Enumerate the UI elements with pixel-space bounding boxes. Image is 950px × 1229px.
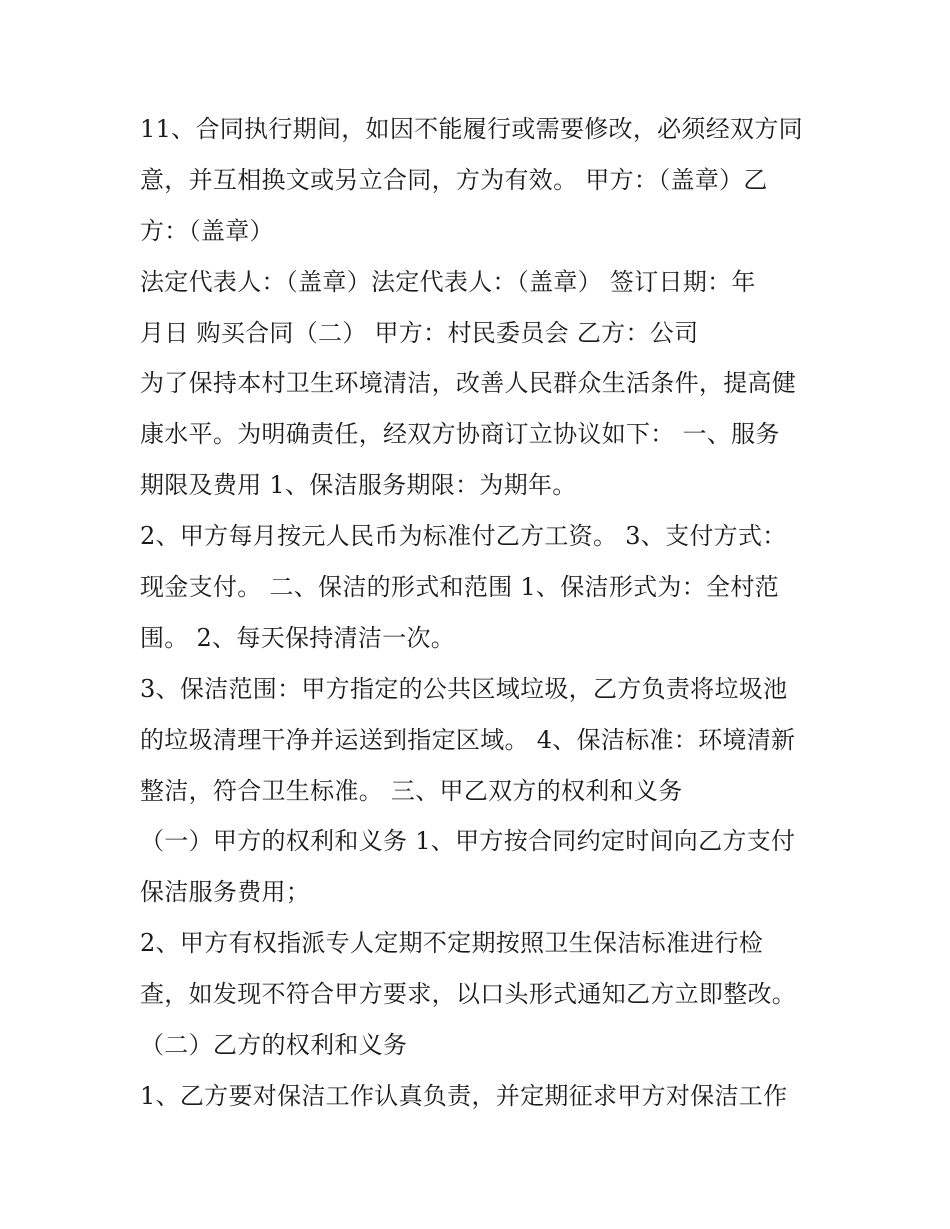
- text-line: （一）甲方的权利和义务 1、甲方按合同约定时间向乙方支付: [140, 827, 796, 856]
- contract-text: [140, 104, 840, 1122]
- text-line: 3、保洁范围：甲方指定的公共区域垃圾，乙方负责将垃圾池: [140, 674, 788, 703]
- text-line: 法定代表人：（盖章）法定代表人：（盖章） 签订日期：年: [140, 267, 756, 296]
- text-line: 1、乙方要对保洁工作认真负责，并定期征求甲方对保洁工作: [140, 1081, 788, 1110]
- text-line: 期限及费用 1、保洁服务期限：为期年。: [140, 471, 577, 500]
- text-line: 意，并互相换文或另立合同，方为有效。 甲方：（盖章）乙: [140, 165, 768, 194]
- text-line: 为了保持本村卫生环境清洁，改善人民群众生活条件，提高健: [140, 369, 797, 398]
- text-line: 方：（盖章）: [140, 216, 274, 245]
- text-line: 月日 购买合同（二） 甲方：村民委员会 乙方：公司: [140, 318, 699, 347]
- text-line: 的垃圾清理干净并运送到指定区域。 4、保洁标准：环境清新: [140, 725, 796, 754]
- text-line: 康水平。为明确责任，经双方协商订立协议如下： 一、服务: [140, 420, 780, 449]
- text-line: 现金支付。 二、保洁的形式和范围 1、保洁形式为：全村范: [140, 573, 779, 602]
- text-line: 整洁，符合卫生标准。 三、甲乙双方的权利和义务: [140, 776, 683, 805]
- text-line: 11、合同执行期间，如因不能履行或需要修改，必须经双方同: [140, 115, 803, 143]
- text-line: 保洁服务费用；: [140, 878, 311, 907]
- text-line: 查，如发现不符合甲方要求，以口头形式通知乙方立即整改。: [140, 980, 797, 1009]
- text-line: （二）乙方的权利和义务: [140, 1031, 408, 1060]
- text-line: 围。 2、每天保持清洁一次。: [140, 623, 456, 652]
- text-line: 2、甲方每月按元人民币为标准付乙方工资。 3、支付方式：: [140, 522, 787, 551]
- text-line: 2、甲方有权指派专人定期不定期按照卫生保洁标准进行检: [140, 929, 764, 958]
